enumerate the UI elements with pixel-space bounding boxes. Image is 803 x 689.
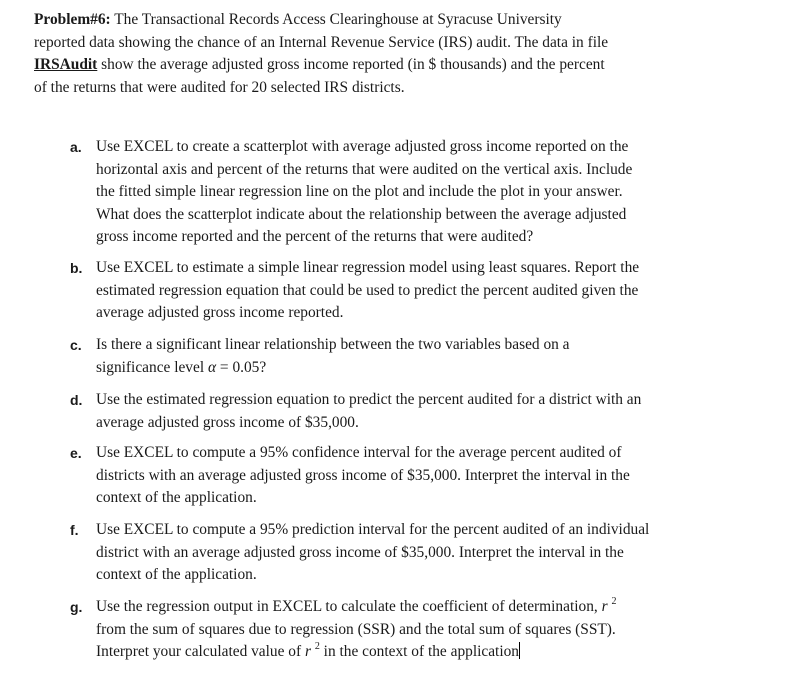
question-f-letter: f. (70, 522, 79, 538)
question-g-letter: g. (70, 599, 83, 615)
question-e-letter: e. (70, 445, 82, 461)
question-c-text (96, 334, 796, 379)
question-a-line: What does the scatterplot indicate about the relationship between the average adjusted (96, 205, 627, 223)
question-c-letter: c. (70, 337, 82, 353)
question-d-text (96, 389, 796, 434)
question-g-line-3 (96, 641, 796, 664)
intro-line-2: reported data showing the chance of an Internal Revenue Service (IRS) audit. The data in file (34, 33, 609, 51)
question-a-line: Use EXCEL to create a scatterplot with average adjusted gross income reported on the (96, 138, 629, 155)
question-d-letter: d. (70, 392, 83, 408)
question-a-line: gross income reported and the percent of the returns that were audited? (96, 228, 534, 245)
question-b-letter: b. (70, 260, 83, 276)
question-f-text (96, 519, 796, 587)
question-g-text (96, 596, 796, 664)
intro-line-3-text: show the average adjusted gross income reported (in $ thousands) and the percent (97, 56, 605, 73)
question-f-line: district with an average adjusted gross income of $35,000. Interpret the interval in the (96, 543, 624, 561)
problem-label: Problem#6: (34, 11, 111, 28)
file-name-link[interactable]: IRSAudit (34, 56, 98, 73)
intro-line-3 (34, 54, 794, 77)
question-b-line: average adjusted gross income reported. (96, 304, 344, 321)
r-symbol: r (601, 598, 608, 615)
r-symbol: r (304, 643, 311, 660)
question-f-line: context of the application. (96, 566, 257, 583)
question-g-line-2: from the sum of squares due to regression (SSR) and the total sum of squares (SST). (96, 620, 616, 638)
problem-intro (34, 9, 794, 99)
question-e-line: context of the application. (96, 489, 257, 506)
intro-line-1-text: The Transactional Records Access Clearinghouse at Syracuse University (110, 11, 562, 28)
question-b-text (96, 257, 796, 325)
question-c-line: Is there a significant linear relationship between the two variables based on a (96, 336, 570, 353)
question-g-line-3-end: in the context of the application (319, 643, 519, 660)
question-a-line: the fitted simple linear regression line on the plot and include the plot in your answer. (96, 183, 623, 200)
question-a-letter: a. (70, 139, 82, 155)
question-g-line-1-text: Use the regression output in EXCEL to calculate the coefficient of determination, (96, 598, 602, 615)
question-g-line-1 (96, 596, 796, 619)
question-c-line-2 (96, 357, 796, 380)
question-b-line: Use EXCEL to estimate a simple linear regression model using least squares. Report the (96, 259, 640, 276)
question-a-line: horizontal axis and percent of the returns that were audited on the vertical axis. Include (96, 160, 633, 178)
r-exponent: 2 (314, 641, 320, 652)
text-cursor (519, 642, 520, 659)
question-e-line: districts with an average adjusted gross income of $35,000. Interpret the interval in the (96, 466, 630, 484)
question-f-line: Use EXCEL to compute a 95% prediction interval for the percent audited of an individual (96, 521, 650, 538)
significance-text: significance level (96, 358, 208, 376)
intro-line-4: of the returns that were audited for 20 selected IRS districts. (34, 78, 405, 96)
question-a-text (96, 136, 796, 249)
intro-line-1 (34, 9, 794, 32)
question-d-line: Use the estimated regression equation to predict the percent audited for a district with an (96, 391, 642, 408)
question-d-line: average adjusted gross income of $35,000. (96, 413, 359, 431)
question-e-text (96, 442, 796, 510)
alpha-symbol: α (207, 358, 217, 376)
question-g-line-3-text: Interpret your calculated value of (96, 643, 305, 660)
question-e-line: Use EXCEL to compute a 95% confidence interval for the average percent audited of (96, 444, 622, 461)
alpha-value: = 0.05? (216, 358, 267, 376)
r-exponent: 2 (611, 596, 617, 607)
question-b-line: estimated regression equation that could be used to predict the percent audited given the (96, 281, 639, 299)
